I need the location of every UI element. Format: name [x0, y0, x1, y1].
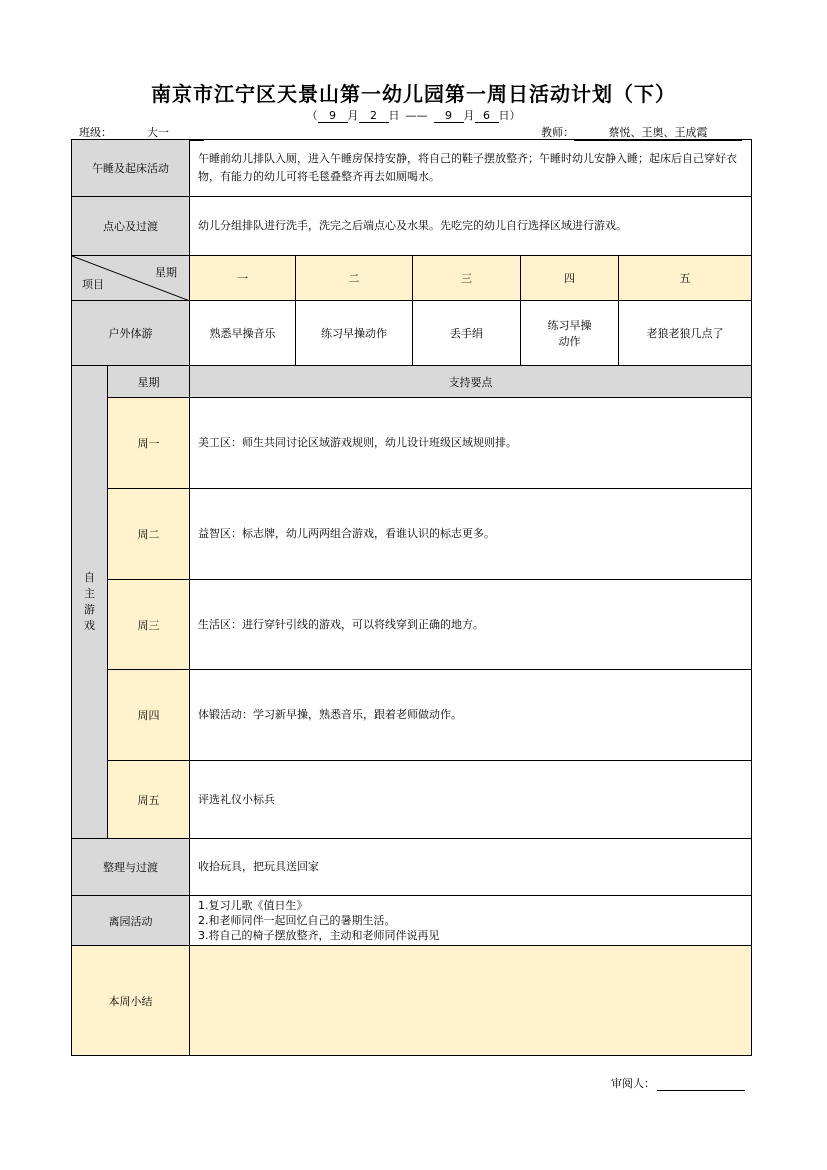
- leave-row: [72, 896, 752, 946]
- reviewer-blank: [657, 1078, 745, 1091]
- outdoor-item-2: 练习早操动作: [296, 301, 413, 366]
- free-play-content-thu: 体锻活动：学习新早操，熟悉音乐，跟着老师做动作。: [190, 670, 752, 761]
- weekday-4: 四: [521, 256, 619, 301]
- free-play-content-tue: 益智区：标志牌，幼儿两两组合游戏，看谁认识的标志更多。: [190, 489, 752, 580]
- teacher-value: 蔡悦、王奥、王成霞: [574, 124, 742, 141]
- end-month: 9: [434, 109, 464, 123]
- diag-item-label: 项目: [82, 278, 104, 291]
- date-range: （ 9 月 2 日 —— 9 月 6 日）: [306, 109, 521, 122]
- outdoor-row: [72, 301, 752, 366]
- class-value: 大一: [112, 124, 204, 141]
- free-play-row-fri: [72, 761, 752, 839]
- nap-row: [72, 140, 752, 197]
- leave-label: 离园活动: [72, 896, 190, 946]
- start-month: 9: [318, 109, 348, 123]
- outdoor-item-1: 熟悉早操音乐: [190, 301, 296, 366]
- leave-line-3: 3.将自己的椅子摆放整齐，主动和老师同伴说再见: [198, 929, 440, 942]
- weekday-2: 二: [296, 256, 413, 301]
- outdoor-label: 户外体游: [72, 301, 190, 366]
- diagonal-header-cell: [72, 256, 190, 301]
- free-play-header-row: [72, 366, 752, 398]
- snack-label: 点心及过渡: [72, 197, 190, 256]
- free-play-row-mon: [72, 398, 752, 489]
- leave-line-1: 1.复习儿歌《值日生》: [198, 899, 308, 912]
- reviewer-signature: [611, 1075, 745, 1091]
- weekday-header-row: [72, 256, 752, 301]
- tidy-label: 整理与过渡: [72, 839, 190, 896]
- outdoor-item-4: 练习早操动作: [521, 301, 619, 366]
- outdoor-item-5: 老狼老狼几点了: [619, 301, 752, 366]
- teacher-info: 教师： 蔡悦、王奥、王成霞: [541, 124, 742, 141]
- end-day: 6: [475, 109, 499, 123]
- weekday-3: 三: [413, 256, 521, 301]
- outdoor-item-3: 丢手绢: [413, 301, 521, 366]
- free-play-day-thu: 周四: [108, 670, 190, 761]
- free-play-row-tue: [72, 489, 752, 580]
- snack-content: 幼儿分组排队进行洗手，洗完之后端点心及水果。先吃完的幼儿自行选择区域进行游戏。: [190, 197, 752, 256]
- diag-weekday-label: 星期: [155, 266, 177, 279]
- free-play-content-mon: 美工区：师生共同讨论区域游戏规则，幼儿设计班级区域规则排。: [190, 398, 752, 489]
- free-play-day-tue: 周二: [108, 489, 190, 580]
- summary-content: [190, 946, 752, 1056]
- tidy-row: [72, 839, 752, 896]
- nap-content: 午睡前幼儿排队入厕，进入午睡房保持安静，将自己的鞋子摆放整齐；午睡时幼儿安静入睡；起床后自己穿好衣物，有能力的幼儿可将毛毯叠整齐再去如厕喝水。: [190, 140, 752, 197]
- snack-row: [72, 197, 752, 256]
- free-play-content-wed: 生活区：进行穿针引线的游戏，可以将线穿到正确的地方。: [190, 580, 752, 670]
- summary-row: [72, 946, 752, 1056]
- class-info: 班级： 大一: [79, 124, 204, 141]
- page-title: 南京市江宁区天景山第一幼儿园第一周日活动计划（下）: [151, 82, 676, 106]
- summary-label: 本周小结: [72, 946, 190, 1056]
- free-play-day-mon: 周一: [108, 398, 190, 489]
- weekday-1: 一: [190, 256, 296, 301]
- free-play-day-wed: 周三: [108, 580, 190, 670]
- free-play-row-wed: [72, 580, 752, 670]
- weekday-5: 五: [619, 256, 752, 301]
- free-play-row-thu: [72, 670, 752, 761]
- start-day: 2: [359, 109, 389, 123]
- free-play-col-points: 支持要点: [190, 366, 752, 398]
- free-play-label: 自主游戏: [72, 366, 108, 839]
- free-play-content-fri: 评选礼仪小标兵: [190, 761, 752, 839]
- activity-plan-table: [71, 139, 752, 1056]
- tidy-content: 收拾玩具，把玩具送回家: [190, 839, 752, 896]
- leave-content: [190, 896, 752, 946]
- leave-line-2: 2.和老师同伴一起回忆自己的暑期生活。: [198, 914, 396, 927]
- nap-label: 午睡及起床活动: [72, 140, 190, 197]
- free-play-day-fri: 周五: [108, 761, 190, 839]
- reviewer-label: 审阅人：: [611, 1077, 655, 1090]
- free-play-col-day: 星期: [108, 366, 190, 398]
